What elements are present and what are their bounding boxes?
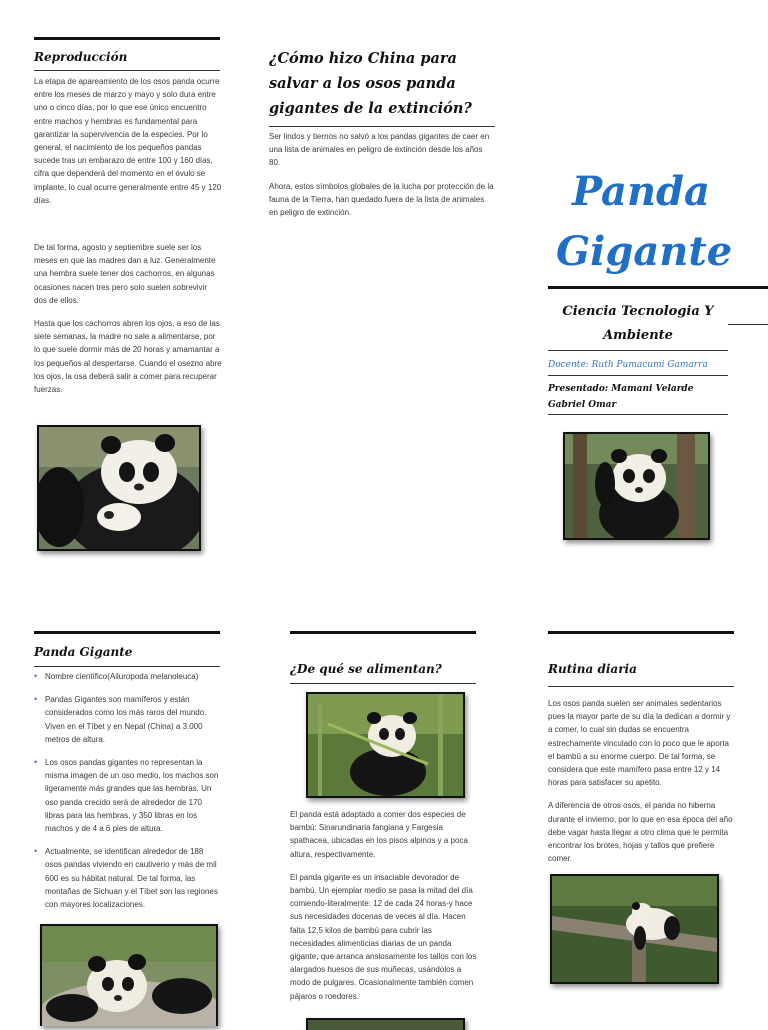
cover-divider-2 [548, 375, 728, 376]
cover-presentado [548, 381, 693, 413]
paragraph: Los osos panda suelen ser animales sedentarios pues la mayor parte de su día la dedican a dormir y a comer, lo cual sin dudas se encuentra estrechamente vinculado con lo poco que le aporta el bambú a su enorme cuerpo. De tal forma, se considera que este mamífero pasa entre 12 y 14 horas para satisfacer su apetito. [548, 699, 731, 788]
list-item: • Actualmente, se identifican alrededor de 188 osos pandas viviendo en cautiverio y más de mil 600 es su hábitat natural. De tal forma, las montañas de Sichuan y el Tíbet son las regiones con mayores localizaciones. [34, 845, 220, 911]
photo-panda-eating-bamboo [306, 692, 465, 798]
photo-panda-mother-cub [37, 425, 201, 551]
heading-panda-gigante: Panda Gigante [34, 645, 133, 659]
list-item: • Los osos pandas gigantes no representan la misma imagen de un oso medio, los machos son ligeramente más grandes que las hembras. Un oso panda crecido será de alrededor de 170 libras para las hembras, y 350 libras en los machos y de 4 a 6 pies de altura. [34, 756, 220, 835]
top-rule-col1 [34, 37, 220, 40]
heading-underline-back1 [34, 666, 220, 667]
cover-title-line2: Gigante [556, 228, 733, 275]
list-item: • Pandas Gigantes son mamíferos y están considerados como los más raros del mundo. Viven en el Tíbet y en Nepal (China) a 3.000 metros de altura. [34, 693, 220, 746]
photo-panda-resting [40, 924, 218, 1026]
cover-title-line1: Panda [572, 168, 710, 215]
cover-presentado-line1: Presentado: Mamani Velarde [548, 384, 694, 394]
list-item: • Nombre científico(Ailuropoda melanoleuca) [34, 670, 220, 683]
heading-reproduccion: Reproducción [34, 50, 128, 64]
paragraph: Hasta que los cachorros abren los ojos, a eso de las siete semanas, la madre no sale a alimentarse, por lo que suele dormir más de 20 horas y amamantar a los pequeños al despertarse. Cuando el osezno abre los ojos, la osa deberá salir a comer para recuperar fuerzas. [34, 319, 222, 395]
text-block-reproduccion-2 [34, 241, 222, 406]
heading-china-extincion: ¿Cómo hizo China para salvar a los osos panda gigantes de la extinción? [269, 50, 472, 117]
bullet-list-panda [34, 670, 220, 921]
heading-underline-back3 [548, 686, 734, 687]
paragraph: El panda gigante es un insaciable devorador de bambú. Un ejemplar medio se pasa la mitad del día comiendo-literalmente: 12 de cada 24 horas-y hace sus necesidades docenas de veces al día. Hacen falta 12,5 kilos de bambú para cubrir las necesidades alimenticias diarias de un panda gigante, que arranca ansiosamente los tallos con los alargados huesos de sus muñecas, usándolos a modo de pulgares. Ocasionalmente también comen pájaros o roedores. [290, 872, 477, 1001]
heading-underline-col2 [269, 126, 495, 127]
bottom-rule-col3 [548, 631, 734, 634]
photo-panda-tree [563, 432, 710, 540]
heading-underline-col1 [34, 70, 220, 71]
cover-title [556, 162, 733, 282]
cover-docente: Docente: Ruth Pumacumi Gamarra [548, 360, 708, 370]
text-block-alimentacion [290, 808, 478, 1013]
cover-subtitle-rule [728, 324, 768, 325]
photo-panda-partial [306, 1018, 465, 1030]
cover-rule [548, 286, 768, 289]
photo-panda-sleeping-branch [550, 874, 719, 984]
bottom-rule-col1 [34, 631, 220, 634]
heading-underline-back2 [290, 683, 476, 684]
paragraph: La etapa de apareamiento de los osos panda ocurre entre los meses de marzo y mayo y solo dura entre uno o cinco días, por lo que ese único encuentro entre machos y hembras es fundamental para garantizar la supervivencia de la especies. Por lo general, el nacimiento de los pequeños pandas sucede tras un embarazo de entre 100 y 160 días, cifra que dependerá del momento en el óvulo se implante, lo cual ocurre generalmente entre 45 y 120 días. [34, 77, 222, 205]
cover-divider [548, 350, 728, 351]
bottom-rule-col2 [290, 631, 476, 634]
paragraph: Ahora, estos símbolos globales de la lucha por protección de la fauna de la Tierra, han quedado fuera de la lista de animales en peligro de extinción. [269, 181, 494, 218]
paragraph: De tal forma, agosto y septiembre suele ser los meses en que las madres dan a luz. Generalmente una hembra suele tener dos cachorros, en algunas ocasiones nacen tres pero solo suelen sobrevivir dos de ellos. [34, 243, 216, 305]
text-block-rutina [548, 697, 736, 875]
paragraph: A diferencia de otros osos, el panda no hiberna durante el invierno, por lo que en esa época del año debe vagar hasta llegar a otro clima que le permita encontrar los brotes, hojas y tallos que prefiere comer. [548, 801, 733, 864]
cover-subtitle: Ciencia Tecnologia Y Ambiente [562, 304, 714, 343]
cover-presentado-line2: Gabriel Omar [548, 400, 617, 410]
paragraph: El panda está adaptado a comer dos especies de bambú: Sinarundinaria fangiana y Fargesia spathacea, ubicadas en los pisos alpinos y a poca altura, respectivamente. [290, 810, 468, 859]
paragraph: Ser lindos y tiernos no salvó a los pandas gigantes de caer en una lista de animales en peligro de extinción desde los años 80. [269, 132, 490, 168]
facts-list [34, 670, 220, 911]
text-block-china [269, 130, 495, 229]
heading-rutina-diaria: Rutina diaria [548, 662, 637, 676]
heading-que-comen: ¿De qué se alimentan? [290, 662, 442, 676]
cover-divider-3 [548, 414, 728, 415]
text-block-reproduccion [34, 75, 222, 217]
